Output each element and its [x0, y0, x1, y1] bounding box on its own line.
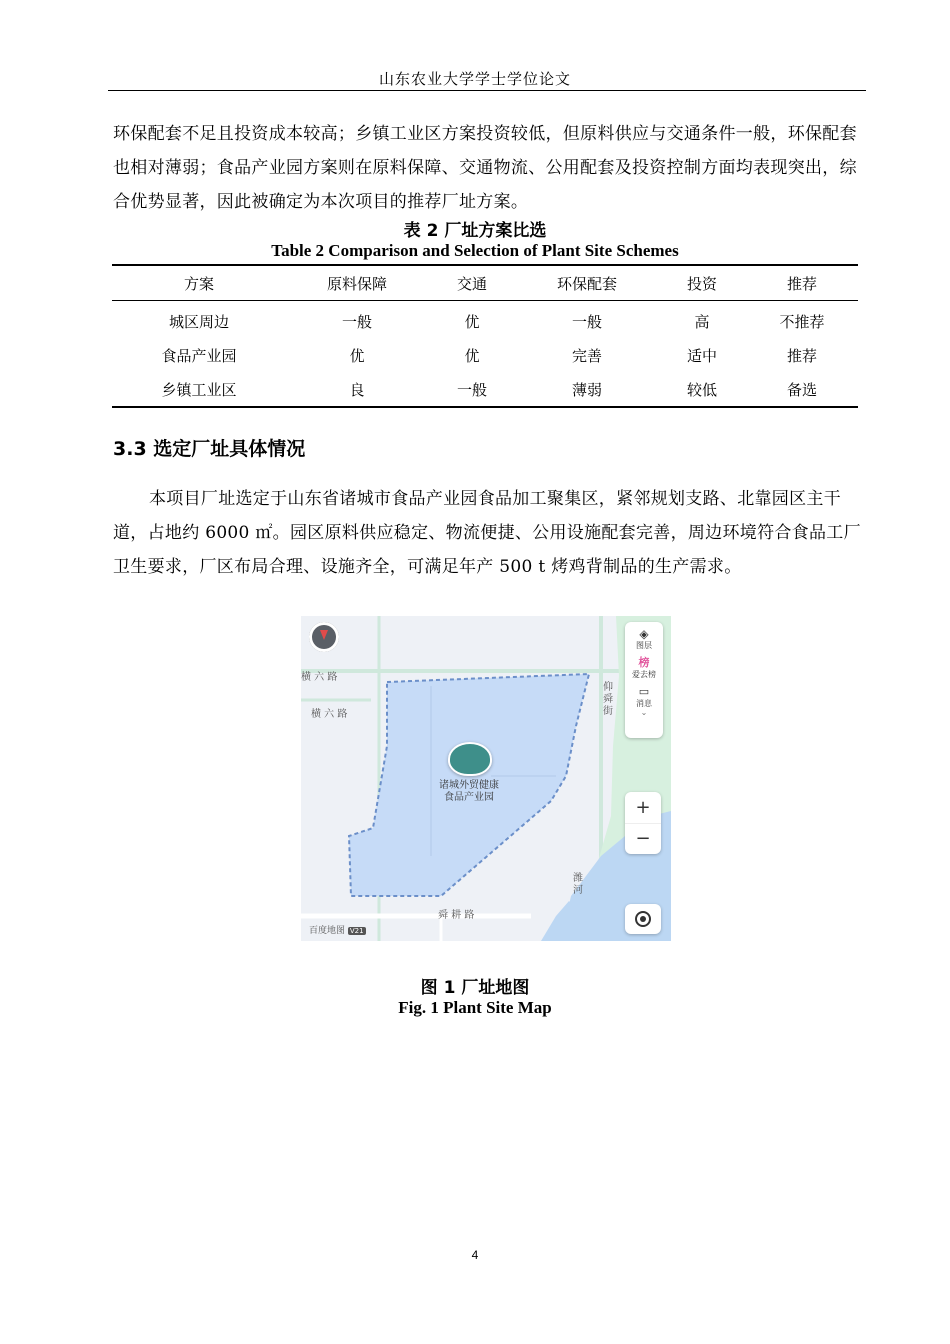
locate-button[interactable]: [625, 904, 661, 934]
table-cell: 一般: [341, 312, 372, 331]
plant-site-map[interactable]: [301, 616, 671, 941]
table-cell: 城区周边: [168, 312, 229, 331]
table-cell: 高: [694, 312, 710, 331]
table-row: [112, 372, 858, 406]
layers-icon: ◈: [639, 627, 649, 641]
compass-icon[interactable]: [309, 622, 339, 652]
rank-icon: 榜: [638, 656, 650, 669]
table-row: [112, 304, 858, 338]
table-row: [112, 338, 858, 372]
paragraph-2: 本项目厂址选定于山东省诸城市食品产业园食品加工聚集区，紧邻规划支路、北靠园区主干道，占地约 6000 ㎡。园区原料供应稳定、物流便捷、公用设施配套完善，周边环境符合食品工厂卫生要求，厂区布局合理、设施齐全，可满足年产 500 t 烤鸡背制品的生产需求。: [113, 489, 861, 577]
site-comparison-table: [112, 264, 858, 408]
layers-label: 图层: [636, 641, 652, 650]
table-cell: 良: [349, 380, 365, 399]
table-header-cell: 环保配套: [556, 274, 617, 293]
table-cell: 薄弱: [571, 380, 602, 399]
poi-marker-icon[interactable]: [448, 742, 492, 776]
river-label: 潍河: [573, 873, 583, 896]
table-header-cell: 推荐: [786, 274, 817, 293]
table-header-cell: 原料保障: [326, 274, 387, 293]
table-cell: 优: [349, 346, 365, 365]
map-canvas: [301, 616, 671, 941]
zoom-controls: [625, 792, 661, 854]
rank-button[interactable]: [625, 651, 663, 680]
table-header-cell: 投资: [686, 274, 717, 293]
table-cell: 适中: [686, 346, 717, 365]
road-label: 舜 耕 路: [438, 910, 475, 921]
table-header-cell: 交通: [456, 274, 487, 293]
table-caption-cn: 表 2 厂址方案比选: [403, 221, 547, 241]
table-cell: 优: [464, 346, 480, 365]
table-cell: 推荐: [786, 346, 817, 365]
rank-label: 爱去榜: [632, 670, 656, 679]
section-heading: 3.3 选定厂址具体情况: [113, 438, 306, 460]
road-label: 横 六 路: [311, 709, 348, 720]
map-side-toolbar: [625, 622, 663, 738]
zoom-in-button[interactable]: +: [625, 792, 661, 824]
road-label: 横 六 路: [301, 672, 338, 683]
table-header-cell: 方案: [183, 274, 214, 293]
paragraph-1: 环保配套不足且投资成本较高；乡镇工业区方案投资较低，但原料供应与交通条件一般，环保配套也相对薄弱；食品产业园方案则在原料保障、交通物流、公用配套及投资控制方面均表现突出，综合优势显著，因此被确定为本次项目的推荐厂址方案。: [113, 124, 857, 212]
header-rule: [108, 90, 866, 91]
running-header: 山东农业大学学士学位论文: [378, 70, 571, 88]
table-cell: 完善: [571, 346, 602, 365]
locate-icon: [635, 911, 651, 927]
message-icon: ▭: [638, 685, 650, 698]
message-label: 消息: [636, 699, 652, 708]
zoom-out-button[interactable]: −: [635, 828, 651, 849]
table-cell: 优: [464, 312, 480, 331]
poi-label-line2: 食品产业园: [444, 792, 494, 803]
chevron-down-icon: ⌄: [640, 708, 648, 717]
table-cell: 较低: [686, 380, 717, 399]
table-cell: 备选: [786, 380, 817, 399]
layers-button[interactable]: [625, 622, 663, 651]
poi-label-line1: 诸城外贸健康: [439, 780, 499, 791]
figure-caption-cn: 图 1 厂址地图: [420, 978, 530, 998]
table-cell: 乡镇工业区: [161, 380, 237, 399]
table-cell: 一般: [456, 380, 487, 399]
table-cell: 食品产业园: [161, 346, 237, 365]
watermark-badge: V21: [349, 927, 364, 935]
table-header-row: [112, 266, 858, 301]
message-button[interactable]: [625, 680, 663, 717]
table-caption-en: Table 2 Comparison and Selection of Plant Site Schemes: [271, 241, 679, 260]
page-number: 4: [471, 1248, 479, 1262]
table-cell: 一般: [571, 312, 602, 331]
watermark-text: 百度地图: [309, 926, 346, 936]
table-cell: 不推荐: [779, 312, 825, 331]
figure-caption-en: Fig. 1 Plant Site Map: [398, 998, 552, 1017]
road-label: 仰舜街: [603, 682, 613, 717]
map-watermark: [309, 923, 366, 936]
poi-label[interactable]: [419, 780, 519, 804]
